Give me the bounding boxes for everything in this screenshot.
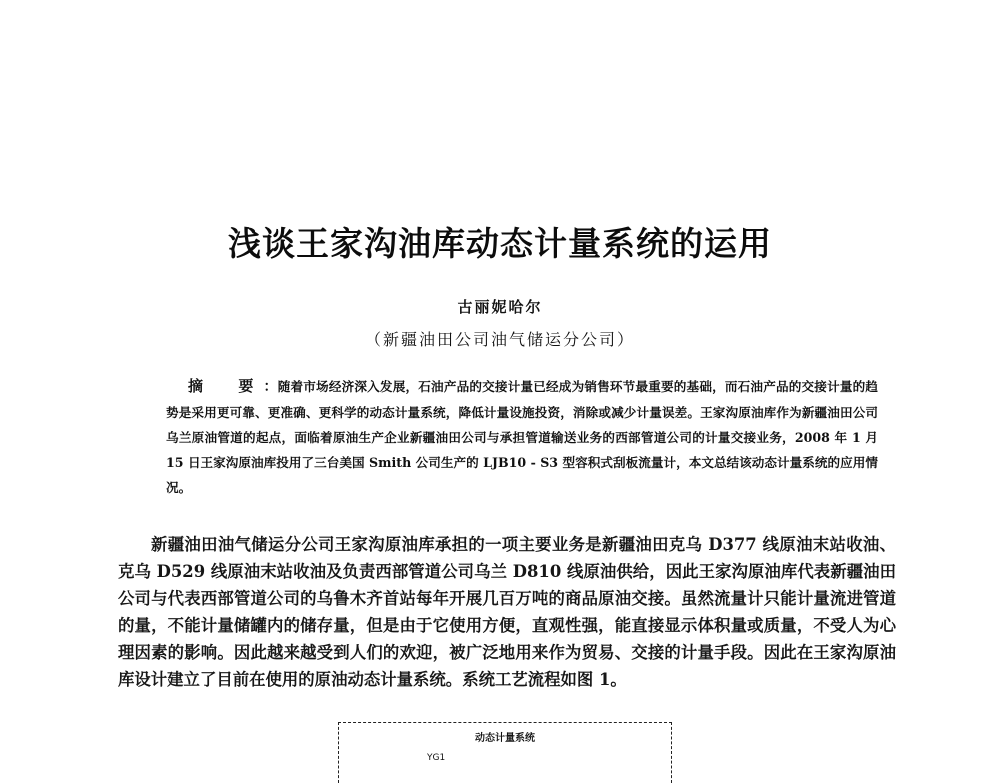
abstract-label: 摘 要 <box>188 377 264 395</box>
body-paragraph: 新疆油田油气储运分公司王家沟原油库承担的一项主要业务是新疆油田克乌 D377 线原油末站收油、克乌 D529 线原油末站收油及负责西部管道公司乌兰 D810 线原油供给，因此王家沟原油库代表新疆油田公司与代表西部管道公司的乌鲁木齐首站每年开展几百万吨的商品原油交接。虽然流量计只能计量流进管道的量，不能计量储罐内的储存量，但是由于它使用方便，直观性强，能直接显示体积量或质量，不受人为心理因素的影响。因此越来越受到人们的欢迎，被广泛地用来作为贸易、交接的计量手段。因此在王家沟原油库设计建立了目前在使用的原油动态计量系统。系统工艺流程如图 1。 <box>118 535 896 689</box>
abstract-text: 随着市场经济深入发展，石油产品的交接计量已经成为销售环节最重要的基础，而石油产品的交接计量的趋势是采用更可靠、更准确、更科学的动态计量系统，降低计量设施投资，消除或减少计量误差。王家沟原油库作为新疆油田公司乌兰原油管道的起点，面临着原油生产企业新疆油田公司与承担管道输送业务的西部管道公司的计量交接业务，2008 年 1 月 15 日王家沟原油库投用了三台美国 Smith 公司生产的 LJB10 - S3 型容积式刮板流量计，本文总结该动态计量系统的应用情况。 <box>166 379 878 495</box>
paper-title: 浅谈王家沟油库动态计量系统的运用 <box>228 224 772 263</box>
abstract-block <box>166 374 878 500</box>
abstract-label-colon: ： <box>263 379 278 395</box>
figure-1-flow-diagram <box>338 722 672 783</box>
figure-label: 动态计量系统 <box>475 733 535 744</box>
figure-sub-label: YG1 <box>427 753 446 763</box>
author-affiliation: （新疆油田公司油气储运分公司） <box>364 330 635 349</box>
author-name: 古丽妮哈尔 <box>457 298 543 316</box>
